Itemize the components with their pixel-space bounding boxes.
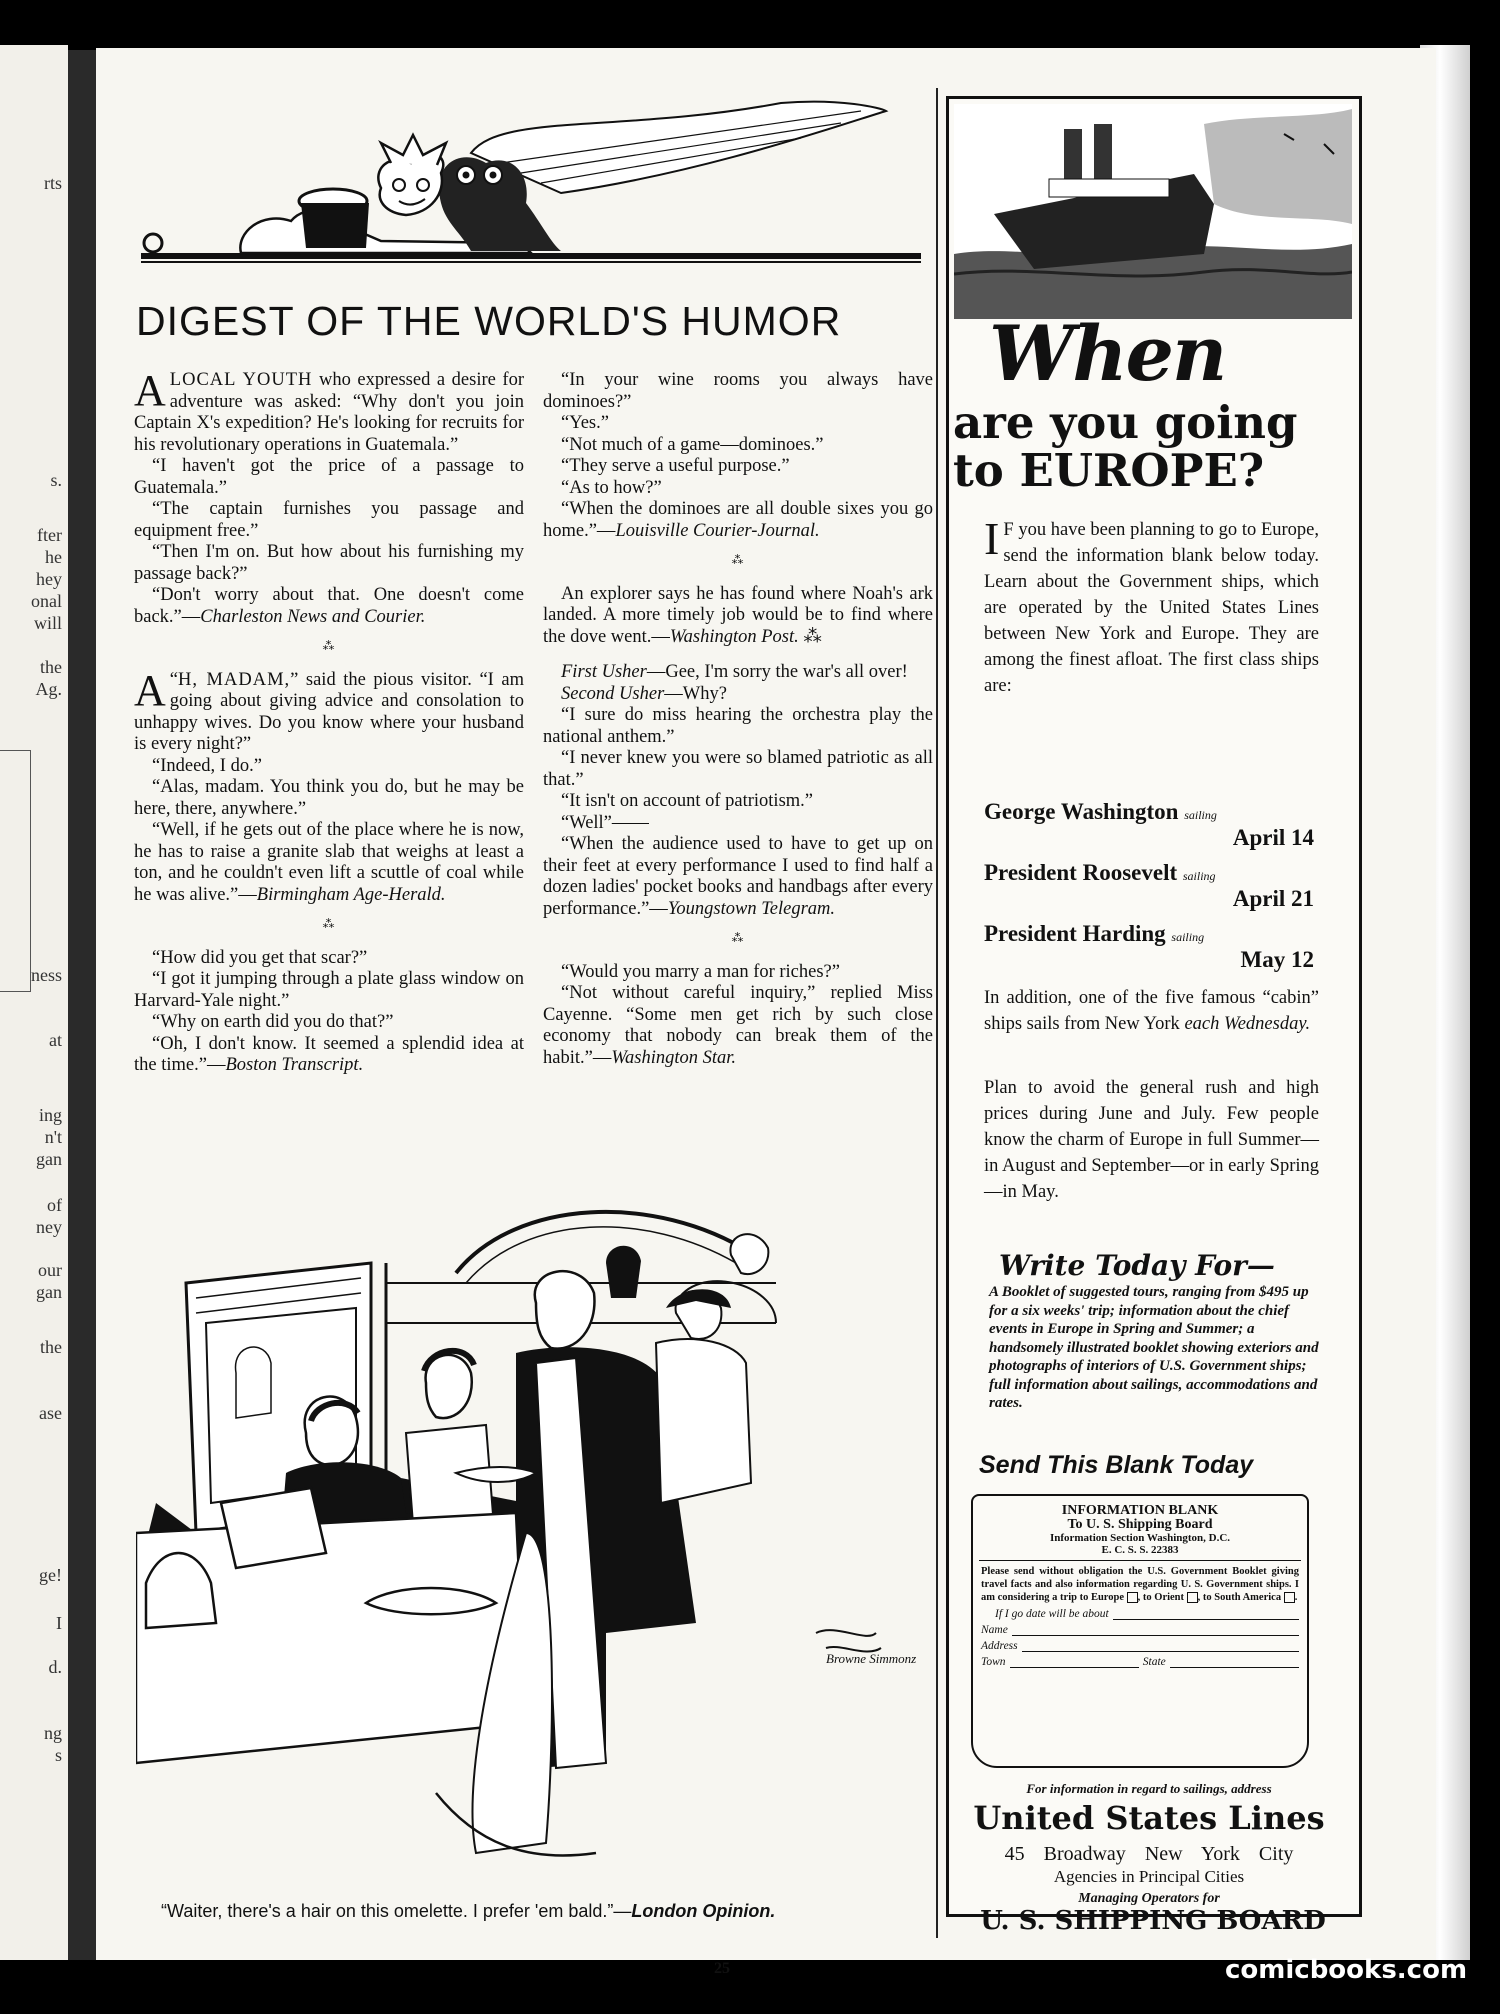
humor-column-left — [134, 366, 525, 1077]
sailing-label: sailing — [1184, 808, 1217, 822]
joke-paragraph: “Well”—— — [561, 812, 649, 833]
united-states-lines: United States Lines — [973, 1799, 1325, 1837]
left-page-fragment: hey — [36, 569, 62, 589]
joke-paragraph: “It isn't on account of patriotism.” — [561, 791, 813, 811]
section-ornament: ⁂ — [803, 626, 822, 647]
left-page-image-edge — [0, 750, 31, 992]
artist-signature: Browne Simmonz — [826, 1651, 917, 1666]
shipping-board: U. S. SHIPPING BOARD — [980, 1906, 1326, 1936]
open-quote: “ — [169, 669, 178, 690]
joke-text: —Gee, I'm sorry the war's all over! — [646, 662, 908, 682]
left-page-edge — [0, 45, 68, 1960]
cartoon-caption — [131, 1901, 951, 1921]
joke-source: Washington Post. — [669, 626, 799, 647]
form-request: Please send without obligation the U.S. Government Booklet giving travel facts and also information regarding U. S. Government ships. I am considering a trip to Europe , to Orient , to South America . — [981, 1566, 1299, 1603]
managing-operators: Managing Operators for — [1078, 1891, 1220, 1906]
left-page-fragment: Ag. — [35, 679, 62, 699]
caption-text: “Waiter, there's a hair on this omelette. I prefer 'em bald.”— — [161, 1901, 632, 1921]
joke-paragraph — [134, 820, 524, 906]
form-rule — [979, 1560, 1301, 1561]
lead-smallcaps: H, MADAM, — [178, 669, 291, 690]
joke-paragraph — [543, 684, 933, 706]
joke-source: Birmingham Age-Herald. — [256, 884, 446, 905]
joke-paragraph — [134, 665, 524, 756]
ad-headline-line1: are you going — [953, 396, 1298, 449]
section-ornament: ⁂ — [322, 639, 336, 653]
south-america-checkbox[interactable] — [1284, 1592, 1295, 1603]
joke-text: “Not without careful inquiry,” replied Miss Cayenne. “Some men get rich by such close economy that nobody can break them of the habit.”— — [543, 983, 933, 1068]
company-address — [969, 1843, 1329, 1866]
go-date-line[interactable] — [1113, 1609, 1299, 1620]
joke-paragraph: “Alas, madam. You think you do, but he may be here, there, anywhere.” — [134, 777, 524, 819]
left-page-fragment: he — [45, 547, 62, 567]
address-line[interactable] — [1022, 1641, 1299, 1652]
address-field[interactable] — [973, 1636, 1307, 1652]
joke-paragraph: “I haven't got the price of a passage to Guatemala.” — [134, 456, 524, 498]
page-title: DIGEST OF THE WORLD'S HUMOR — [136, 298, 842, 344]
joke-paragraph: “Why on earth did you do that?” — [152, 1012, 394, 1032]
name-label: Name — [981, 1624, 1008, 1636]
joke-paragraph: “The captain furnishes you passage and equipment free.” — [134, 499, 524, 541]
humor-column-right — [543, 370, 933, 1069]
left-page-fragment: ney — [36, 1217, 62, 1237]
left-page-fragment: I — [56, 1613, 62, 1633]
ad-intro — [984, 513, 1319, 699]
ad-headline-when: When — [989, 309, 1226, 398]
lead-smallcaps: LOCAL YOUTH — [169, 370, 313, 390]
left-page-fragment: gan — [36, 1149, 62, 1169]
joke-paragraph: “Not much of a game—dominoes.” — [561, 434, 824, 455]
ad-plan-paragraph: Plan to avoid the general rush and high prices during June and July. Few people know the charm of Europe in full Summer—in August and September—or in early Spring—in May. — [984, 1078, 1320, 1202]
caption-source: London Opinion. — [631, 1901, 776, 1921]
joke-paragraph — [543, 662, 933, 684]
left-page-fragment: the — [40, 657, 62, 677]
ship-name: George Washington — [984, 799, 1179, 824]
joke-paragraph — [543, 834, 933, 920]
joke-paragraph: “I never knew you were so blamed patriotic as all that.” — [543, 748, 933, 790]
left-page-fragment: s. — [50, 470, 62, 490]
left-page-fragment: ing — [38, 1105, 62, 1125]
section-ornament: ⁂ — [731, 931, 745, 945]
name-field[interactable] — [973, 1620, 1307, 1636]
joke-text: “Oh, I don't know. It seemed a splendid idea at the time.”— — [134, 1033, 524, 1075]
joke-text: ” said the pious visitor. “I am going about giving advice and consolation to unhappy wives. Do you know where your husband is every night?” — [134, 669, 524, 754]
left-page-fragment: our — [38, 1260, 62, 1280]
orient-checkbox[interactable] — [1187, 1592, 1198, 1603]
town-line[interactable] — [1010, 1657, 1139, 1668]
joke-source: Charleston News and Courier. — [200, 606, 426, 627]
left-page-fragment: will — [33, 613, 62, 633]
ship-listing — [984, 860, 1314, 912]
speaker-label: First Usher — [561, 662, 647, 682]
joke-paragraph — [543, 584, 933, 649]
cabin-day: each Wednesday. — [1184, 1014, 1311, 1034]
left-page-fragment: ge! — [39, 1565, 62, 1585]
shipping-advertisement — [946, 96, 1362, 1936]
drop-cap: A — [134, 366, 166, 415]
form-section: Information Section Washington, D.C. — [1049, 1532, 1231, 1544]
joke-text: An explorer says he has found where Noah's ark landed. A more timely job would be to find where the dove went.— — [543, 583, 933, 647]
name-line[interactable] — [1012, 1625, 1299, 1636]
for-info-line: For information in regard to sailings, address — [1026, 1781, 1272, 1796]
left-page-fragment: n't — [44, 1127, 62, 1147]
joke-paragraph: “How did you get that scar?” — [152, 947, 368, 968]
joke-paragraph: “Indeed, I do.” — [152, 755, 262, 776]
left-page-fragment: fter — [37, 525, 62, 545]
joke-text: —Why? — [664, 683, 727, 704]
ship-listing — [984, 799, 1314, 851]
form-code: E. C. S. S. 22383 — [1101, 1544, 1179, 1556]
form-recipient: To U. S. Shipping Board — [1067, 1517, 1213, 1532]
joke-paragraph — [543, 983, 933, 1069]
cabin-text: In addition, one of the five famous “cabin” ships sails from New York — [984, 988, 1319, 1034]
information-blank-form — [971, 1494, 1309, 1768]
joke-paragraph — [134, 585, 524, 628]
ad-headline-line2: to EUROPE? — [953, 444, 1265, 497]
section-ornament: ⁂ — [322, 917, 336, 931]
left-page-fragment: d. — [48, 1657, 62, 1677]
left-page-fragment: the — [40, 1337, 62, 1357]
address-label: Address — [981, 1640, 1018, 1652]
ship-name: President Harding — [984, 921, 1166, 946]
joke-paragraph: “Then I'm on. But how about his furnishing my passage back?” — [134, 542, 524, 584]
quill-owl-jester-banner — [141, 93, 921, 273]
book-gutter — [68, 50, 98, 1960]
street-address: 45 Broadway — [1004, 1843, 1126, 1865]
europe-checkbox[interactable] — [1127, 1592, 1138, 1603]
joke-paragraph — [134, 366, 525, 456]
go-date-label: If I go date will be about — [995, 1608, 1109, 1620]
go-date-field[interactable] — [973, 1604, 1307, 1620]
joke-paragraph — [134, 1034, 524, 1077]
joke-paragraph — [543, 499, 933, 542]
ad-intro-text: F you have been planning to go to Europe, send the information blank below today. Learn about the Government ships, which are operated by the United States Lines between New York and Europe. They are among the finest afloat. The first class ships are: — [984, 520, 1319, 696]
state-label: State — [1142, 1656, 1166, 1668]
left-page-fragment: ng — [44, 1723, 62, 1743]
sailing-date: April 21 — [1232, 886, 1314, 911]
ship-listing — [984, 921, 1314, 973]
left-page-fragment: of — [47, 1195, 62, 1215]
ad-cabin-ships — [984, 985, 1319, 1037]
booklet-description: A Booklet of suggested tours, ranging from $495 up for a six weeks' trip; information about the chief events in Europe in Spring and Summer; a handsomely illustrated booklet showing exteriors and photographs of interiors of U.S. Government ships; full information about sailings, accommodations and rates. — [989, 1284, 1319, 1411]
joke-paragraph: “In your wine rooms you always have dominoes?” — [543, 370, 933, 412]
section-ornament: ⁂ — [731, 553, 745, 567]
town-state-field[interactable] — [973, 1652, 1307, 1668]
left-page-fragment: rts — [44, 173, 62, 193]
page-number: 25 — [714, 1960, 730, 1977]
joke-text: “When the dominoes are all double sixes you go home.”— — [543, 499, 933, 541]
joke-source: Youngstown Telegram. — [667, 898, 836, 919]
joke-source: Boston Transcript. — [225, 1055, 364, 1075]
form-title: INFORMATION BLANK — [1061, 1503, 1219, 1518]
joke-paragraph: “Would you marry a man for riches?” — [561, 961, 840, 982]
ocean-liner-illustration — [954, 104, 1352, 319]
joke-paragraph: “As to how?” — [561, 477, 662, 498]
send-blank-heading: Send This Blank Today — [979, 1451, 1254, 1479]
drop-cap: I — [984, 513, 1000, 564]
sailing-date: April 14 — [1232, 825, 1314, 850]
ship-name: President Roosevelt — [984, 860, 1178, 885]
orient-label: , to Orient — [1137, 1592, 1185, 1603]
drop-cap: A — [134, 665, 166, 715]
speaker-label: Second Usher — [561, 683, 665, 704]
joke-text: “Well, if he gets out of the place where he is now, he has to raise a granite slab that weighs at least a ton, and he couldn't even lift a scuttle of coal while he was alive.”— — [134, 820, 524, 905]
left-page-fragment: ase — [39, 1403, 62, 1423]
write-today-heading: Write Today For— — [999, 1249, 1275, 1282]
joke-paragraph: “They serve a useful purpose.” — [561, 456, 790, 476]
left-page-fragment: onal — [31, 591, 62, 611]
sailing-label: sailing — [1171, 930, 1205, 944]
joke-text: “When the audience used to have to get up on their feet at every performance I used to find half a dozen ladies' pocket books and handbags after every performance.”— — [543, 834, 933, 919]
joke-paragraph: “I got it jumping through a plate glass window on Harvard-Yale night.” — [134, 969, 524, 1011]
joke-paragraph: “I sure do miss hearing the orchestra play the national anthem.” — [543, 705, 933, 747]
left-page-fragment: gan — [36, 1282, 62, 1302]
city: New York City — [1144, 1843, 1294, 1865]
state-line[interactable] — [1170, 1657, 1299, 1668]
left-page-fragment: at — [49, 1030, 62, 1050]
joke-source: Washington Star. — [611, 1047, 737, 1068]
town-label: Town — [981, 1656, 1006, 1668]
south-america-label: , to South America — [1197, 1592, 1282, 1603]
sailing-date: May 12 — [1240, 947, 1314, 972]
agencies-line: Agencies in Principal Cities — [1053, 1867, 1245, 1886]
form-request-text: Please send without obligation the U.S. Government Booklet giving travel facts and also information regarding U. S. Government ships. I am considering a trip to Europe — [981, 1566, 1299, 1603]
joke-source: Louisville Courier-Journal. — [615, 520, 820, 541]
column-divider — [936, 88, 938, 1938]
sailing-label: sailing — [1182, 869, 1216, 883]
restaurant-cartoon-illustration — [136, 1203, 951, 1883]
joke-text: “Don't worry about that. One doesn't come back.”— — [134, 585, 524, 627]
joke-text: who expressed a desire for adventure was asked: “Why don't you join Captain X's expedition? He's looking for recruits for his revolutionary operations in Guatemala.” — [134, 370, 525, 455]
site-watermark: comicbooks.com — [1225, 1955, 1468, 1985]
left-page-fragment: s — [54, 1745, 62, 1765]
joke-paragraph: “Yes.” — [561, 413, 609, 433]
left-page-fragment: ness — [31, 965, 62, 985]
